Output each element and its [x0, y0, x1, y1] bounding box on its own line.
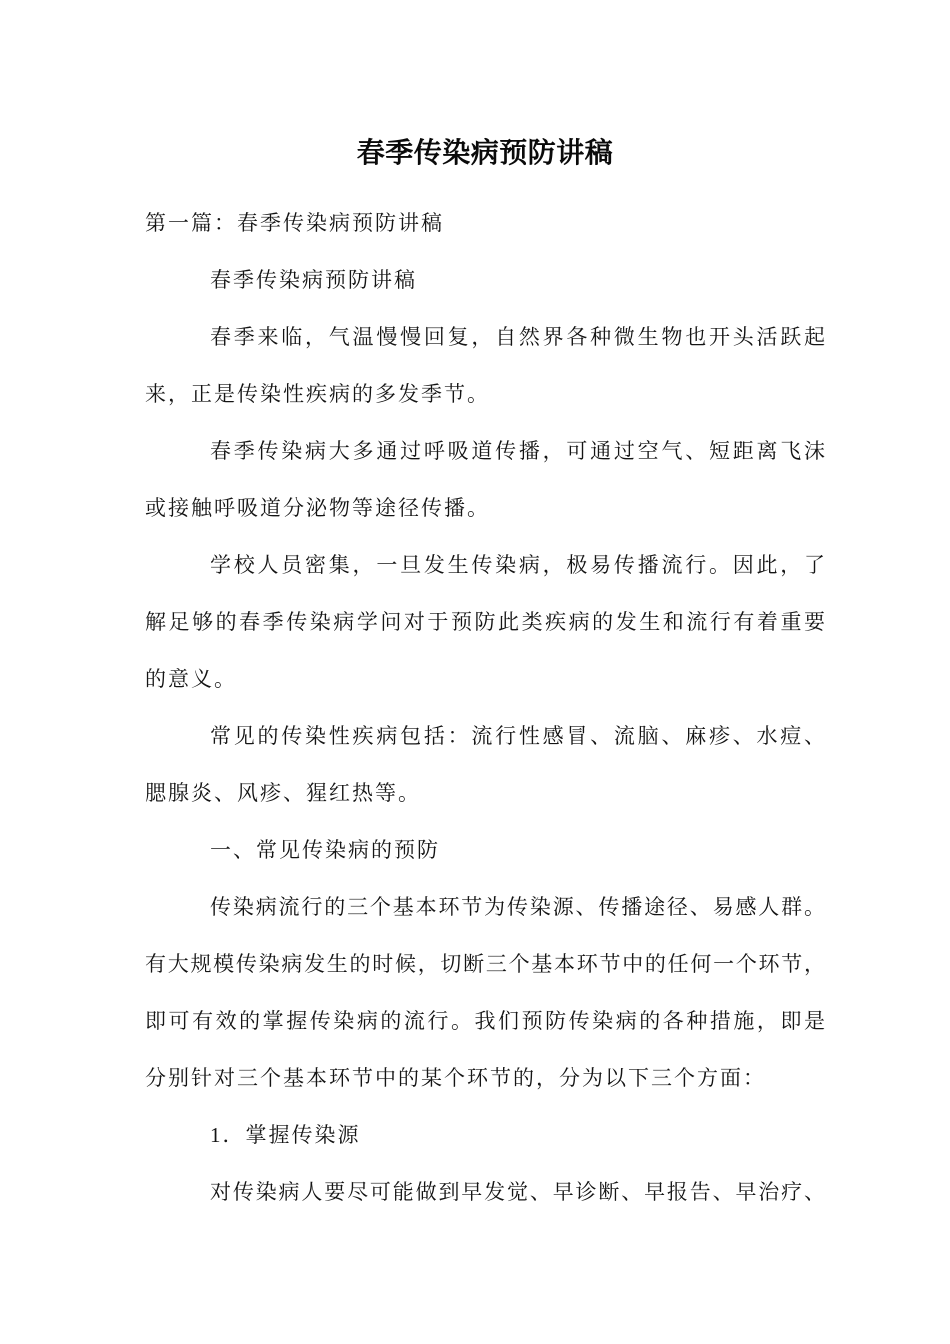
text-line: 常见的传染性疾病包括：流行性感冒、流脑、麻疹、水痘、	[210, 724, 825, 748]
text-line: 一、常见传染病的预防	[210, 838, 440, 862]
text-line: 第一篇：春季传染病预防讲稿	[145, 211, 444, 235]
text-line: 腮腺炎、风疹、猩红热等。	[145, 781, 421, 805]
text-line: 即可有效的掌握传染病的流行。我们预防传染病的各种措施，即是	[145, 1009, 825, 1033]
text-line: 春季传染病预防讲稿	[210, 268, 417, 292]
text-line: 或接触呼吸道分泌物等途径传播。	[145, 496, 490, 520]
document-body	[145, 195, 825, 1221]
text-line: 的意义。	[145, 667, 237, 691]
text-line: 解足够的春季传染病学问对于预防此类疾病的发生和流行有着重要	[145, 610, 825, 634]
text-line: 分别针对三个基本环节中的某个环节的，分为以下三个方面：	[145, 1066, 766, 1090]
text-line: 有大规模传染病发生的时候，切断三个基本环节中的任何一个环节，	[145, 952, 825, 976]
text-line: 传染病流行的三个基本环节为传染源、传播途径、易感人群。	[210, 895, 825, 919]
text-line: 春季传染病大多通过呼吸道传播，可通过空气、短距离飞沫	[210, 439, 825, 463]
document-title: 春季传染病预防讲稿	[356, 138, 614, 169]
text-line: 1．掌握传染源	[210, 1123, 361, 1147]
text-line: 对传染病人要尽可能做到早发觉、早诊断、早报告、早治疗、	[210, 1180, 825, 1204]
text-line: 学校人员密集，一旦发生传染病，极易传播流行。因此，了	[210, 553, 825, 577]
text-line: 来，正是传染性疾病的多发季节。	[145, 382, 490, 406]
text-line: 春季来临，气温慢慢回复，自然界各种微生物也开头活跃起	[210, 325, 825, 349]
